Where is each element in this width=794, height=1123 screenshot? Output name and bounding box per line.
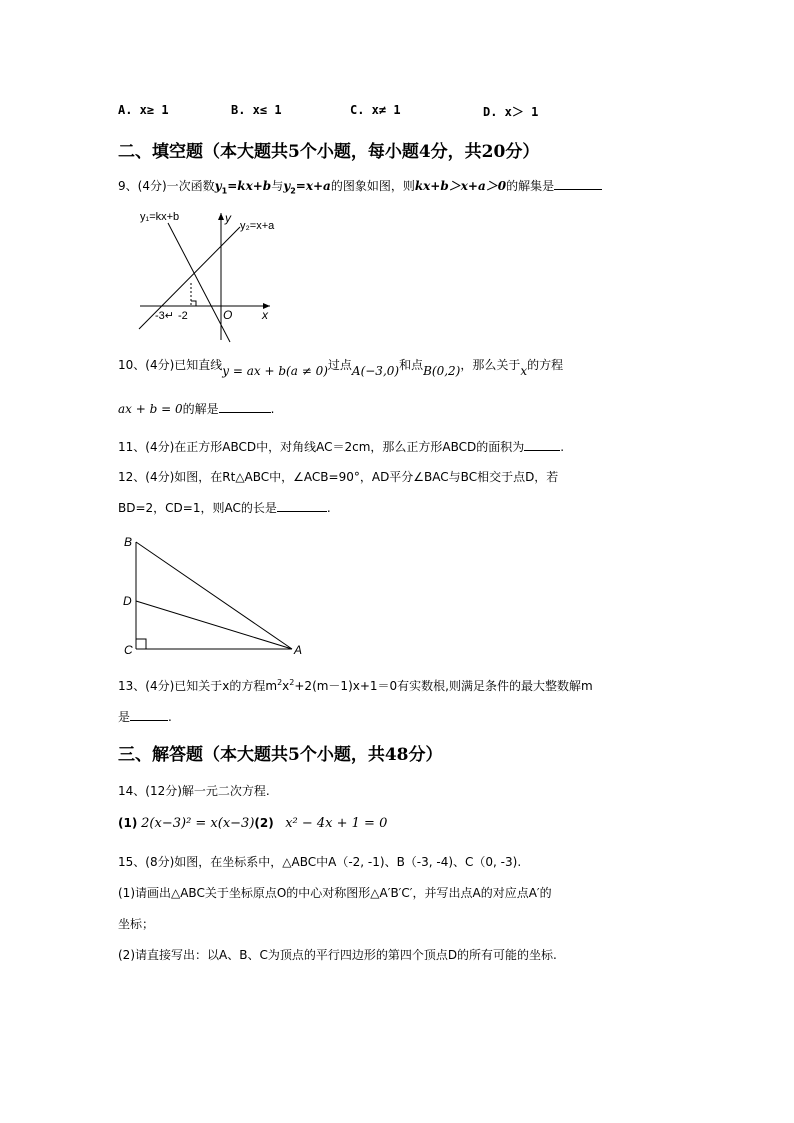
vertex-b: B: [124, 535, 133, 549]
q13-number: 13、(4分): [118, 679, 175, 693]
tick-minus-3: -3↵: [155, 310, 174, 322]
section2-title: 二、填空题（本大题共5个小题，每小题4分，共20分）: [118, 142, 540, 162]
q11-number: 11、(4分): [118, 440, 175, 454]
q9-graph: [130, 205, 280, 345]
label-y1: y₁=kx+b: [140, 211, 180, 223]
question-14-equations: (1) 2(x−3)² = x(x−3)(2) x² − 4x + 1 = 0: [118, 816, 388, 831]
option-a: A. x≥ 1: [118, 103, 169, 117]
label-axis-y: y: [225, 211, 231, 225]
label-axis-x: x: [262, 308, 268, 322]
right-angle-mark: [136, 639, 146, 649]
question-13: 13、(4分)已知关于x的方程$m^2x^2+2(m-1)x+1=0$有实数根,则满足条件的最大整数解m: [118, 678, 593, 693]
question-12: 12、(4分)如图，在Rt△ABC中，∠ACB=90°，AD平分∠BAC与BC相交于点D，若: [118, 470, 559, 484]
answer-blank: [524, 449, 560, 451]
q12-number: 12、(4分): [118, 470, 175, 484]
answer-blank: [554, 188, 602, 190]
question-14: 14、(12分)解一元二次方程.: [118, 784, 270, 798]
question-15-part1-cont: 坐标；: [118, 917, 155, 931]
vertex-c: C: [124, 643, 133, 657]
right-angle-mark: [191, 301, 196, 306]
label-y2: y₂=x+a: [240, 220, 275, 232]
label-origin: O: [223, 308, 233, 322]
question-13-line2: 是 .: [118, 710, 172, 724]
equation-2: x² − 4x + 1 = 0: [285, 816, 388, 831]
answer-blank: [277, 510, 327, 512]
q15-number: 15、(8分): [118, 855, 175, 869]
question-10: 10、(4分)已知直线y = ax + b(a ≠ 0)过点A(−3,0)和点B(0,2)，那么关于x的方程: [118, 358, 564, 378]
q12-triangle-figure: [118, 530, 318, 660]
q9-number: 9、(4分): [118, 179, 167, 193]
option-d: D. x＞ 1: [483, 105, 539, 119]
answer-blank: [219, 411, 271, 413]
side-ab: [136, 542, 292, 649]
q14-number: 14、(12分): [118, 784, 182, 798]
tick-minus-2: -2: [178, 310, 188, 322]
option-b: B. x≤ 1: [231, 103, 282, 117]
equation-1: 2(x−3)² = x(x−3): [141, 816, 255, 831]
y-axis-arrow: [218, 213, 224, 220]
point-d: D: [123, 594, 132, 608]
question-15-part1: (1)请画出△ABC关于坐标原点O的中心对称图形△A′B′C′，并写出点A的对应点A′的: [118, 886, 552, 900]
answer-blank: [130, 719, 168, 721]
segment-ad: [136, 601, 292, 649]
question-12-line2: BD=2，CD=1，则AC的长是 .: [118, 501, 331, 515]
question-11: 11、(4分)在正方形ABCD中，对角线AC＝2cm，那么正方形ABCD的面积为 .: [118, 440, 565, 454]
question-15: 15、(8分)如图，在坐标系中，△ABC中A（-2, -1)、B（-3, -4)、C（0, -3).: [118, 855, 522, 869]
question-9: 9、(4分)一次函数$y_1=kx+b$与$y_2=x+a$的图象如图，则kx+b＞x+a＞0的解集是: [118, 177, 602, 195]
option-c: C. x≠ 1: [350, 103, 401, 117]
vertex-a: A: [294, 643, 303, 657]
q10-number: 10、(4分): [118, 358, 175, 372]
question-10-line2: ax + b = 0的解是 .: [118, 402, 275, 416]
question-15-part2: (2)请直接写出：以A、B、C为顶点的平行四边形的第四个顶点D的所有可能的坐标.: [118, 948, 557, 962]
section3-title: 三、解答题（本大题共5个小题，共48分）: [118, 745, 443, 765]
